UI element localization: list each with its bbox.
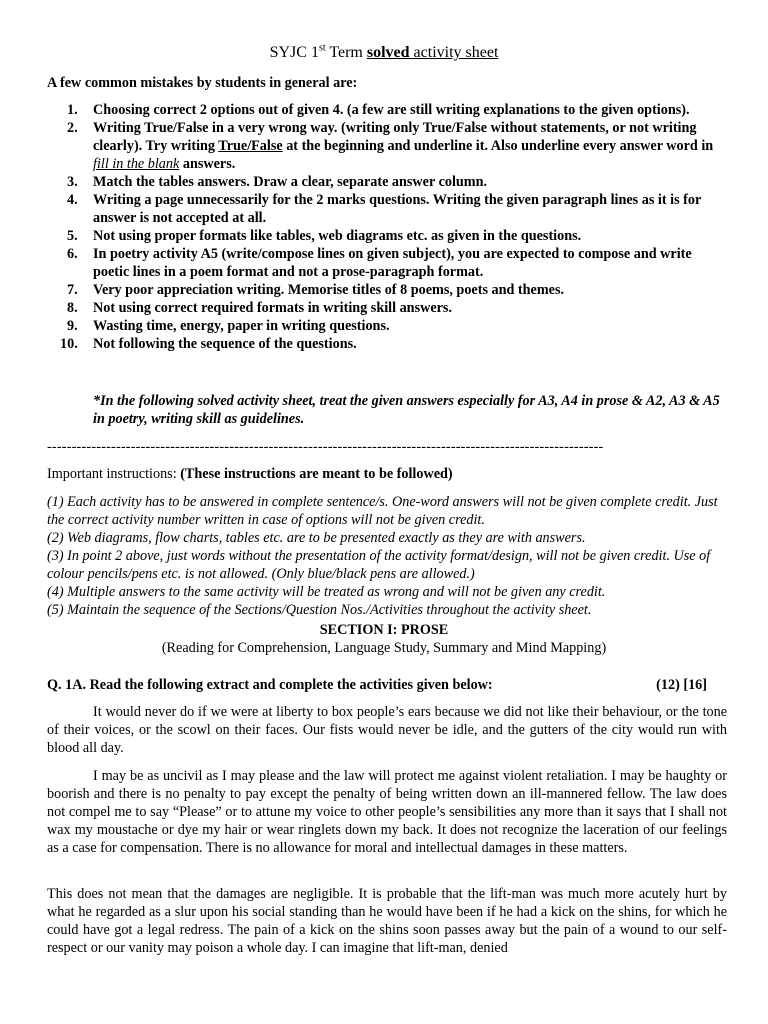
list-item: 2. Writing True/False in a very wrong way. (writing only True/False without statements, or not writing clearly). Try writing True/False at the beginning and underline it. Also underline every answer word in fill in the blank answers. [67, 120, 714, 172]
question-marks: (12) [16] [656, 677, 707, 693]
list-item: 4. Writing a page unnecessarily for the 2 marks questions. Writing the given paragraph lines as it is for answer is not accepted at all. [67, 192, 701, 226]
guideline-note: *In the following solved activity sheet, treat the given answers especially for A3, A4 in prose & A2, A3 & A5 in poetry, writing skill as guidelines. [93, 393, 720, 427]
question-heading [47, 676, 707, 694]
list-item: 3. Match the tables answers. Draw a clear, separate answer column. [67, 174, 488, 190]
list-item: 9. Wasting time, energy, paper in writing questions. [67, 318, 390, 334]
mistakes-heading: A few common mistakes by students in general are: [47, 75, 358, 91]
passage-paragraph: It would never do if we were at liberty to box people’s ears because we did not like their behaviour, or the tone of their voices, or the scowl on their faces. Our fists would never be idle, and the gutters of the city would run with blood all day. [47, 704, 727, 756]
question-text: Q. 1A. Read the following extract and complete the activities given below: [47, 677, 493, 693]
title-solved: solved [366, 44, 410, 61]
dashed-divider: ----------------------------------------------------------------------------------------------------------------- [47, 439, 604, 455]
list-item: 6. In poetry activity A5 (write/compose lines on given subject), you are expected to compose and write poetic lines in a poem format and not a prose-paragraph format. [67, 246, 692, 280]
instruction-item: (4) Multiple answers to the same activity will be treated as wrong and will not be given any credit. [47, 584, 606, 600]
passage-paragraph: I may be as uncivil as I may please and the law will protect me against violent retaliation. I may be haughty or boorish and there is no penalty to pay except the penalty of being written down an ill-mannered fellow. The law does not compel me to say “Please” or to attune my voice to other people’s sensibilities any more than it says that I shall not wax my moustache or dye my hair or wear ringlets down my back. It does not recognize the laceration of our feelings as a case for compensation. There is no allowance for moral and intellectual damages in these matters. [47, 768, 727, 856]
instruction-item: (5) Maintain the sequence of the Sections/Question Nos./Activities throughout the activity sheet. [47, 602, 592, 618]
mistakes-list [47, 101, 722, 353]
page-title [0, 44, 768, 62]
list-item: 7. Very poor appreciation writing. Memorise titles of 8 poems, poets and themes. [67, 282, 565, 298]
instruction-item: (1) Each activity has to be answered in complete sentence/s. One-word answers will not be given complete credit. Just the correct activity number written in case of options will not be given credit. [47, 494, 718, 528]
title-rest: activity sheet [409, 44, 499, 61]
passage-paragraph: This does not mean that the damages are negligible. It is probable that the lift-man was much more acutely hurt by what he regarded as a slur upon his social standing than he would have been if he had a kick on the shins, for which he could have got a legal redress. The pain of a kick on the shins soon passes away but the pain of a wound to our self-respect or our vanity may poison a whole day. I can imagine that lift-man, denied [47, 886, 727, 956]
list-item: 5. Not using proper formats like tables, web diagrams etc. as given in the questions. [67, 228, 582, 244]
title-superscript: st [318, 42, 326, 54]
list-item: 10. Not following the sequence of the questions. [60, 336, 357, 352]
title-term: Term [325, 44, 367, 61]
title-prefix: SYJC 1 [269, 44, 319, 61]
instructions-list [47, 493, 727, 619]
list-item: 1. Choosing correct 2 options out of given 4. (a few are still writing explanations to the given options). [67, 102, 690, 118]
instruction-item: (3) In point 2 above, just words without the presentation of the activity format/design, will not be given credit. Use of colour pencils/pens etc. is not allowed. (Only blue/black pens are allowed.) [47, 548, 711, 582]
instructions-heading: Important instructions: (These instructions are meant to be followed) [47, 466, 453, 482]
section-title: SECTION I: PROSE [319, 622, 449, 638]
section-subtitle: (Reading for Comprehension, Language Study, Summary and Mind Mapping) [161, 640, 607, 656]
list-item: 8. Not using correct required formats in writing skill answers. [67, 300, 453, 316]
instruction-item: (2) Web diagrams, flow charts, tables etc. are to be presented exactly as they are with answers. [47, 530, 586, 546]
